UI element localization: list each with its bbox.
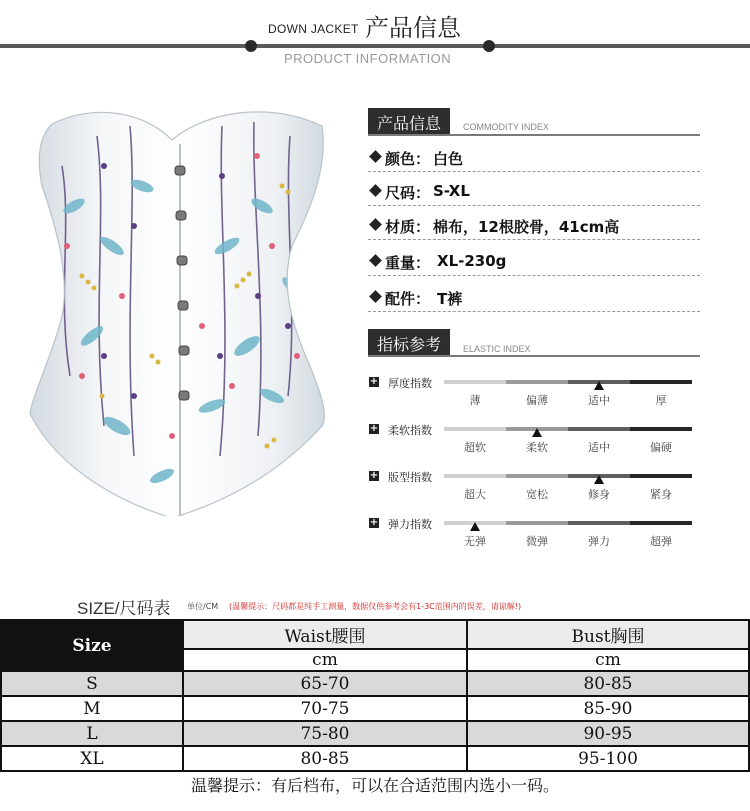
size-cell: XL <box>2 747 182 770</box>
commodity-rule <box>368 134 700 136</box>
plus-icon: + <box>369 470 379 481</box>
waist-cell: 75-80 <box>184 722 466 745</box>
index-option: 偏薄 <box>526 394 548 407</box>
bust-cell: 80-85 <box>468 672 748 695</box>
elastic-tag: 指标参考 <box>368 329 450 355</box>
index-segment <box>630 521 692 525</box>
index-marker-icon <box>532 428 542 437</box>
info-value: 棉布，12根胶骨，41cm高 <box>433 218 620 236</box>
index-option: 紧身 <box>650 488 672 501</box>
index-option: 超弹 <box>650 535 672 548</box>
index-segment <box>506 380 568 384</box>
index-segment <box>630 380 692 384</box>
info-row-accessory <box>368 286 700 312</box>
info-row-weight <box>368 250 700 276</box>
header-title-cn: 产品信息 <box>365 14 461 42</box>
index-option: 宽松 <box>526 488 548 501</box>
info-value: S-XL <box>433 182 470 200</box>
info-label: 颜色： <box>385 150 431 168</box>
index-segment <box>630 474 692 478</box>
header-dot-left <box>245 40 257 52</box>
index-option: 适中 <box>588 441 610 454</box>
diamond-bullet-icon <box>369 290 382 303</box>
plus-icon: + <box>369 376 379 387</box>
diamond-bullet-icon <box>369 254 382 267</box>
size-cell: S <box>2 672 182 695</box>
plus-icon: + <box>369 423 379 434</box>
index-option: 超大 <box>464 488 486 501</box>
index-segment <box>568 521 630 525</box>
index-name: 版型指数 <box>388 471 432 484</box>
info-row-material <box>368 214 700 240</box>
info-value: XL-230g <box>437 252 507 270</box>
header-waist: Waist腰围 <box>184 621 466 648</box>
bust-cell: 90-95 <box>468 722 748 745</box>
diamond-bullet-icon <box>369 218 382 231</box>
index-option: 适中 <box>588 394 610 407</box>
index-segment <box>630 427 692 431</box>
index-marker-icon <box>470 522 480 531</box>
elastic-tag-en: ELASTIC INDEX <box>463 344 531 354</box>
index-option: 微弹 <box>526 535 548 548</box>
index-segment <box>444 380 506 384</box>
bust-cell: 85-90 <box>468 697 748 720</box>
index-marker-icon <box>594 475 604 484</box>
size-cell: M <box>2 697 182 720</box>
index-segment <box>506 521 568 525</box>
index-name: 柔软指数 <box>388 424 432 437</box>
info-value: T裤 <box>437 290 463 308</box>
index-option: 弹力 <box>588 535 610 548</box>
waist-cell: 70-75 <box>184 697 466 720</box>
index-option: 薄 <box>469 394 481 407</box>
index-option: 厚 <box>655 394 667 407</box>
index-option: 偏硬 <box>650 441 672 454</box>
bust-cell: 95-100 <box>468 747 748 770</box>
header-subtitle: PRODUCT INFORMATION <box>284 51 452 66</box>
index-name: 弹力指数 <box>388 518 432 531</box>
waist-cell: 65-70 <box>184 672 466 695</box>
index-option: 修身 <box>588 488 610 501</box>
header-dot-right <box>483 40 495 52</box>
header-bust: Bust胸围 <box>468 621 748 648</box>
index-marker-icon <box>594 381 604 390</box>
index-name: 厚度指数 <box>388 377 432 390</box>
size-chart-title: SIZE/尺码表 <box>77 599 171 618</box>
corset-product-image <box>22 96 338 516</box>
size-cell: L <box>2 722 182 745</box>
commodity-tag: 产品信息 <box>368 108 450 134</box>
commodity-tag-en: COMMODITY INDEX <box>463 122 549 132</box>
header-title-en: DOWN JACKET <box>268 22 359 36</box>
unit-waist: cm <box>184 650 466 670</box>
info-label: 尺码： <box>385 184 431 202</box>
info-label: 材质： <box>385 218 431 236</box>
size-footer-note: 温馨提示：有后档布，可以在合适范围内选小一码。 <box>190 776 559 795</box>
index-segment <box>444 474 506 478</box>
header-rule <box>0 44 750 48</box>
size-chart-unit: 单位/CM <box>187 602 219 611</box>
info-row-color <box>368 146 700 172</box>
index-segment <box>444 427 506 431</box>
diamond-bullet-icon <box>369 150 382 163</box>
plus-icon: + <box>369 517 379 528</box>
index-segment <box>568 427 630 431</box>
waist-cell: 80-85 <box>184 747 466 770</box>
header-size: Size <box>2 621 182 670</box>
elastic-rule <box>368 355 700 357</box>
info-value: 白色 <box>433 150 464 168</box>
index-option: 无弹 <box>464 535 486 548</box>
info-label: 重量： <box>385 254 431 272</box>
size-chart-note: (温馨提示：尺码都是纯手工测量，数据仅供参考会有1-3C范围内的误差，请谅解!) <box>229 602 522 611</box>
unit-bust: cm <box>468 650 748 670</box>
index-option: 超软 <box>464 441 486 454</box>
info-label: 配件： <box>385 290 431 308</box>
index-option: 柔软 <box>526 441 548 454</box>
index-segment <box>506 474 568 478</box>
diamond-bullet-icon <box>369 184 382 197</box>
info-row-size <box>368 180 700 206</box>
